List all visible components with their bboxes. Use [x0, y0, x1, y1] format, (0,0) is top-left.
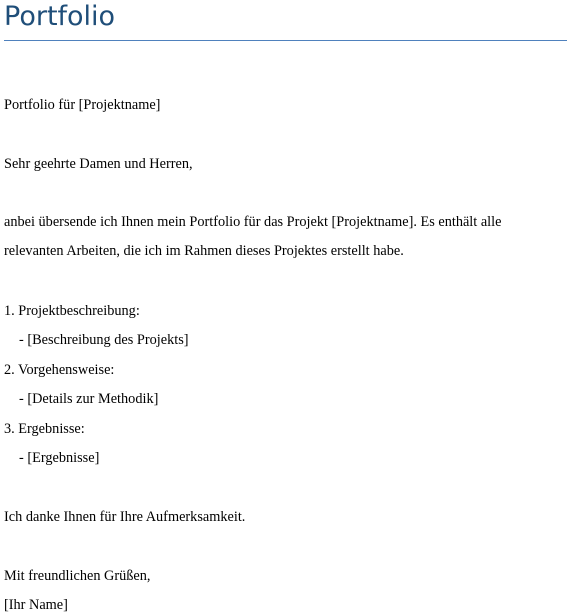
section-heading-2: 2. Vorgehensweise: [4, 362, 115, 378]
signature-line: [Ihr Name] [4, 597, 68, 613]
section-detail-3: - [Ergebnisse] [19, 450, 100, 466]
section-heading-1: 1. Projektbeschreibung: [4, 303, 140, 319]
subject-line: Portfolio für [Projektname] [4, 97, 161, 113]
section-detail-2: - [Details zur Methodik] [19, 391, 159, 407]
section-detail-1: - [Beschreibung des Projekts] [19, 332, 189, 348]
document-title: Portfolio [4, 1, 116, 32]
title-underline-rule [4, 40, 567, 41]
intro-line-2: relevanten Arbeiten, die ich im Rahmen dieses Projektes erstellt habe. [4, 243, 404, 259]
salutation: Sehr geehrte Damen und Herren, [4, 156, 193, 172]
closing-line: Mit freundlichen Grüßen, [4, 568, 151, 584]
thanks-line: Ich danke Ihnen für Ihre Aufmerksamkeit. [4, 509, 246, 525]
intro-line-1: anbei übersende ich Ihnen mein Portfolio für das Projekt [Projektname]. Es enthält alle [4, 214, 502, 230]
section-heading-3: 3. Ergebnisse: [4, 421, 85, 437]
